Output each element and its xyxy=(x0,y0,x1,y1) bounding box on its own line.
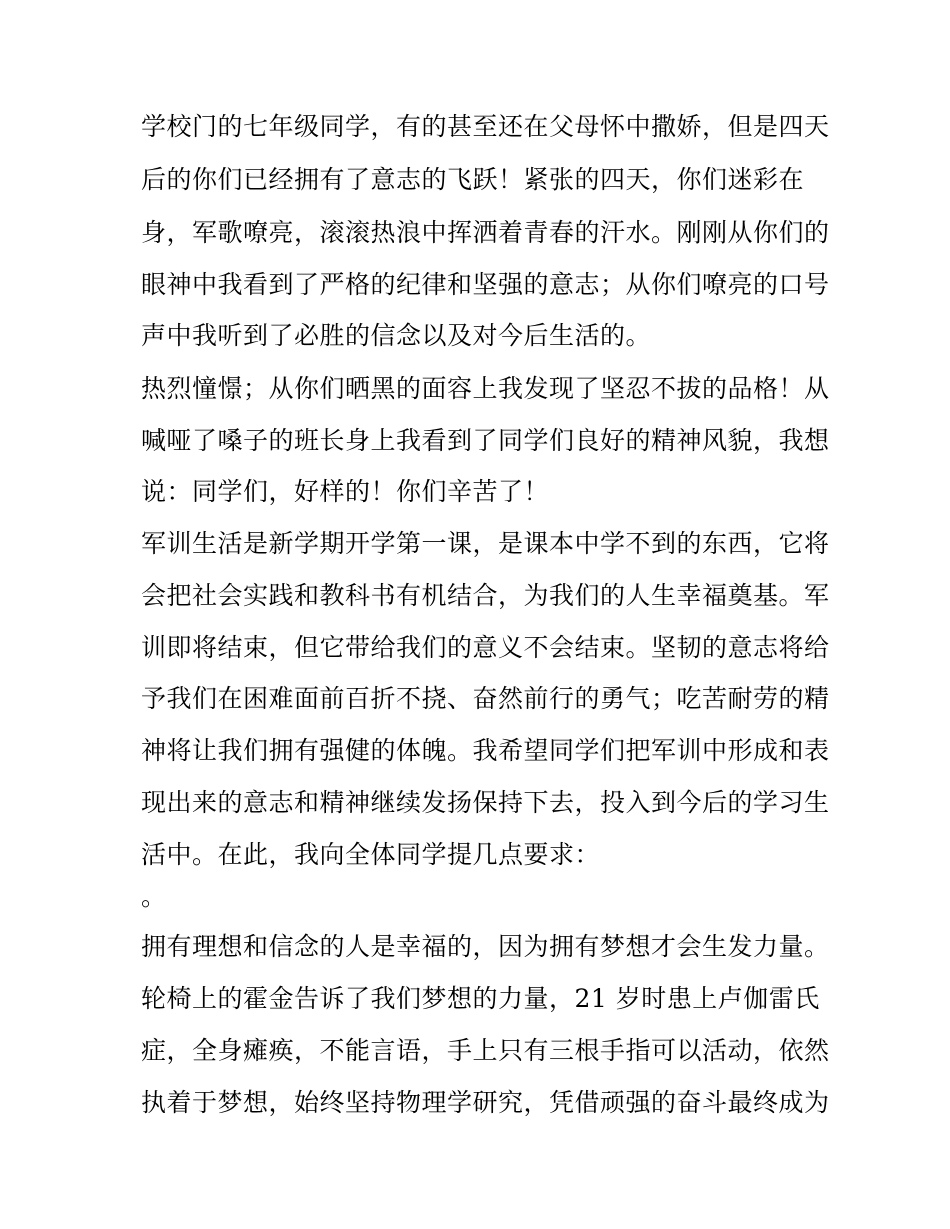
text-line-17: 拥有理想和信念的人是幸福的，因为拥有梦想才会生发力量。 xyxy=(141,932,830,961)
text-line-9: 军训生活是新学期开学第一课，是课本中学不到的东西，它将 xyxy=(141,529,830,558)
text-line-7: 喊哑了嗓子的班长身上我看到了同学们良好的精神风貌，我想 xyxy=(141,426,830,455)
text-line-1: 学校门的七年级同学，有的甚至还在父母怀中撒娇，但是四天 xyxy=(141,112,830,141)
text-line-5: 声中我听到了必胜的信念以及对今后生活的。 xyxy=(141,321,652,350)
text-line-18: 轮椅上的霍金告诉了我们梦想的力量，21 岁时患上卢伽雷氏 xyxy=(141,984,820,1013)
text-line-16: 。 xyxy=(141,882,167,911)
text-line-11: 训即将结束，但它带给我们的意义不会结束。坚韧的意志将给 xyxy=(141,633,830,662)
text-line-19: 症，全身瘫痪，不能言语，手上只有三根手指可以活动，依然 xyxy=(141,1036,830,1065)
text-line-15: 活中。在此，我向全体同学提几点要求： xyxy=(141,840,601,869)
text-line-3: 身，军歌嘹亮，滚滚热浪中挥洒着青春的汗水。刚刚从你们的 xyxy=(141,218,830,247)
text-line-14: 现出来的意志和精神继续发扬保持下去，投入到今后的学习生 xyxy=(141,788,830,817)
text-line-6: 热烈憧憬；从你们晒黑的面容上我发现了坚忍不拔的品格！从 xyxy=(141,374,830,403)
text-line-8: 说：同学们，好样的！你们辛苦了！ xyxy=(141,477,550,506)
text-line-2: 后的你们已经拥有了意志的飞跃！紧张的四天，你们迷彩在 xyxy=(141,165,805,194)
text-line-20: 执着于梦想，始终坚持物理学研究，凭借顽强的奋斗最终成为 xyxy=(141,1088,830,1117)
text-line-4: 眼神中我看到了严格的纪律和坚强的意志；从你们嘹亮的口号 xyxy=(141,270,830,299)
text-line-12: 予我们在困难面前百折不挠、奋然前行的勇气；吃苦耐劳的精 xyxy=(141,684,830,713)
text-line-13: 神将让我们拥有强健的体魄。我希望同学们把军训中形成和表 xyxy=(141,736,830,765)
text-line-10: 会把社会实践和教科书有机结合，为我们的人生幸福奠基。军 xyxy=(141,581,830,610)
